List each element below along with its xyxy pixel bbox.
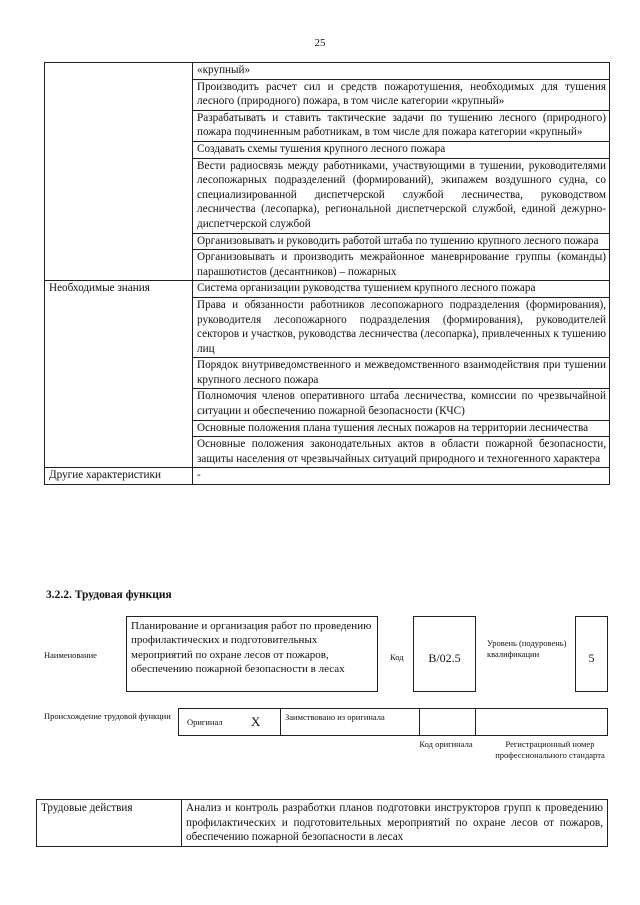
section-heading: 3.2.2. Трудовая функция	[46, 589, 172, 601]
function-name-text: Планирование и организация работ по проведению профилактических и подготовительных мероприятий по охране лесов от пожаров, обеспечению пожарной безопасности в лесах	[131, 620, 372, 676]
skill-item: Создавать схемы тушения крупного лесного пожара	[193, 141, 610, 158]
labor-actions-table	[36, 799, 608, 847]
skill-item: Разрабатывать и ставить тактические задачи по тушению лесного (природного) пожара подчиненным работникам, в том числе для пожара категории «крупный»	[193, 110, 610, 141]
skill-item: Организовывать и производить межрайонное маневрирование группы (команды) парашютистов (десантников) – пожарных	[193, 250, 610, 281]
table-body	[45, 63, 610, 485]
knowledge-item: Система организации руководства тушением крупного лесного пожара	[193, 281, 610, 298]
actions-text: Анализ и контроль разработки планов подготовки инструкторов групп к проведению профилактических и подготовительных мероприятий по охране лесов от пожаров, обеспечению пожарной безопасности в лесах	[182, 800, 608, 847]
code-value: B/02.5	[428, 651, 461, 665]
level-value: 5	[588, 651, 595, 665]
reg-number-caption: Регистрационный номер профессионального стандарта	[495, 739, 605, 760]
skill-item: «крупный»	[193, 63, 610, 80]
level-box	[575, 616, 608, 692]
original-label: Оригинал	[187, 717, 223, 727]
skill-item: Организовывать и руководить работой штаба по тушению крупного лесного пожара	[193, 233, 610, 250]
code-label: Код	[390, 652, 404, 662]
divider	[419, 709, 420, 735]
level-label: Уровень (подуровень) квалификации	[487, 638, 567, 659]
skill-item: Вести радиосвязь между работниками, участвующими в тушении, руководителями лесопожарных подразделений (формирований), экипажем воздушного судна, со специализированной диспетчерской службой лесничества, руководством лесничества (лесопарка), региональной диспетчерской службой, единой дежурно-диспетчерской службой	[193, 158, 610, 233]
name-label: Наименование	[44, 650, 97, 660]
origin-row	[178, 708, 608, 736]
origin-label: Происхождение трудовой функции	[44, 711, 171, 721]
competencies-table	[44, 62, 610, 485]
divider	[280, 709, 281, 735]
table-row	[45, 63, 610, 80]
table-body	[37, 800, 608, 847]
other-label: Другие характеристики	[45, 468, 193, 485]
original-mark: X	[251, 714, 261, 729]
knowledge-item: Права и обязанности работников лесопожарного подразделения (формирования), руководителя лесопожарного подразделения (формирования), руководителей секторов и участков, руководства лесничества (лесопарка), привлеченных к тушению лиц	[193, 297, 610, 357]
skills-label-cell	[45, 63, 193, 281]
page-number: 25	[314, 37, 326, 49]
knowledge-item: Основные положения плана тушения лесных пожаров на территории лесничества	[193, 420, 610, 437]
actions-label: Трудовые действия	[37, 800, 182, 847]
knowledge-label: Необходимые знания	[45, 281, 193, 468]
table-row	[37, 800, 608, 847]
skill-item: Производить расчет сил и средств пожаротушения, необходимых для тушения лесного (природного) пожара, в том числе категории «крупный»	[193, 79, 610, 110]
other-value: -	[193, 468, 610, 485]
knowledge-item: Основные положения законодательных актов в области пожарной безопасности, защиты населения от чрезвычайных ситуаций природного и техногенного характера	[193, 437, 610, 468]
knowledge-item: Порядок внутриведомственного и межведомственного взаимодействия при тушении крупного лесного пожара	[193, 358, 610, 389]
table-row	[45, 468, 610, 485]
function-name-box	[126, 616, 378, 692]
borrowed-label: Заимствовано из оригинала	[285, 712, 385, 722]
table-row	[45, 281, 610, 298]
knowledge-item: Полномочия членов оперативного штаба лесничества, комиссии по чрезвычайной ситуации и обеспечению пожарной безопасности (КЧС)	[193, 389, 610, 420]
code-box	[413, 616, 476, 692]
code-original-caption: Код оригинала	[419, 739, 473, 749]
divider	[475, 709, 476, 735]
